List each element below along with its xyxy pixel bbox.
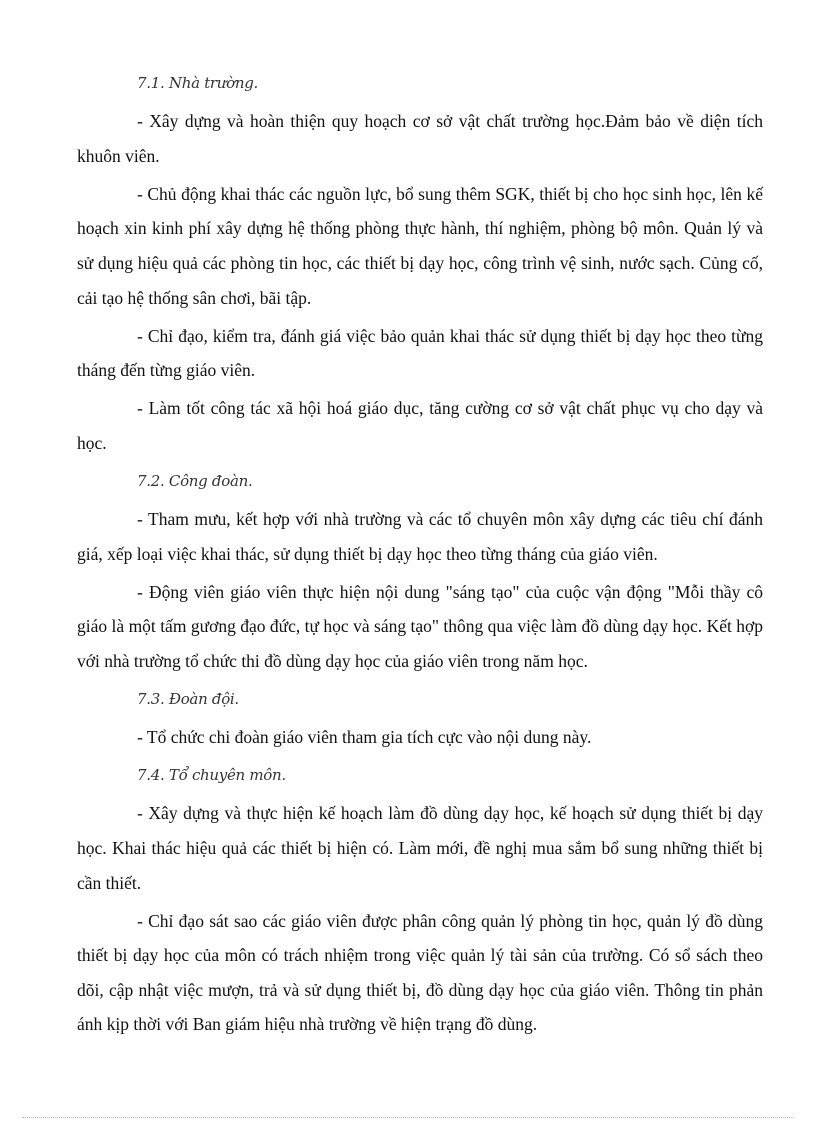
section-heading-7-3: 7.3. Đoàn đội. bbox=[137, 690, 239, 709]
paragraph: - Chỉ đạo sát sao các giáo viên được phân công quản lý phòng tin học, quản lý đồ dùng thiết bị dạy học của môn có trách nhiệm trong việc quản lý tài sản của trường. Có sổ sách theo dõi, cập nhật việc mượn, trả và sử dụng thiết bị, đồ dùng dạy học của giáo viên. Thông tin phản ánh kịp thời với Ban giám hiệu nhà trường về hiện trạng đồ dùng. bbox=[77, 910, 763, 1035]
paragraph: - Chủ động khai thác các nguồn lực, bổ sung thêm SGK, thiết bị cho học sinh học, lên kế hoạch xin kinh phí xây dựng hệ thống phòng thực hành, thí nghiệm, phòng bộ môn. Quản lý và sử dụng hiệu quả các phòng tin học, các thiết bị dạy học, công trình vệ sinh, nước sạch. Củng cố, cải tạo hệ thống sân chơi, bãi tập. bbox=[77, 183, 763, 308]
paragraph: - Xây dựng và thực hiện kế hoạch làm đồ dùng dạy học, kế hoạch sử dụng thiết bị dạy học. Khai thác hiệu quả các thiết bị hiện có. Làm mới, đề nghị mua sắm bổ sung những thiết bị cần thiết. bbox=[77, 803, 763, 893]
document-page bbox=[77, 66, 763, 1046]
paragraph: - Tổ chức chi đoàn giáo viên tham gia tích cực vào nội dung này. bbox=[137, 727, 592, 748]
paragraph: - Chỉ đạo, kiểm tra, đánh giá việc bảo quản khai thác sử dụng thiết bị dạy học theo từng tháng đến từng giáo viên. bbox=[77, 325, 763, 381]
paragraph: - Động viên giáo viên thực hiện nội dung "sáng tạo" của cuộc vận động "Mỗi thầy cô giáo là một tấm gương đạo đức, tự học và sáng tạo" thông qua việc làm đồ dùng dạy học. Kết hợp với nhà trường tổ chức thi đồ dùng dạy học của giáo viên trong năm học. bbox=[77, 581, 763, 671]
section-heading-7-1: 7.1. Nhà trường. bbox=[137, 74, 259, 92]
section-heading-7-2: 7.2. Công đoàn. bbox=[137, 472, 253, 491]
paragraph: - Làm tốt công tác xã hội hoá giáo dục, tăng cường cơ sở vật chất phục vụ cho dạy và học. bbox=[77, 398, 763, 453]
paragraph: - Xây dựng và hoàn thiện quy hoạch cơ sở vật chất trường học.Đảm bảo về diện tích khuôn viên. bbox=[77, 111, 763, 166]
section-heading-7-4: 7.4. Tổ chuyên môn. bbox=[137, 766, 286, 785]
paragraph: - Tham mưu, kết hợp với nhà trường và các tổ chuyên môn xây dựng các tiêu chí đánh giá, xếp loại việc khai thác, sử dụng thiết bị dạy học theo từng tháng của giáo viên. bbox=[77, 509, 763, 564]
page-bottom-divider bbox=[22, 1117, 794, 1118]
